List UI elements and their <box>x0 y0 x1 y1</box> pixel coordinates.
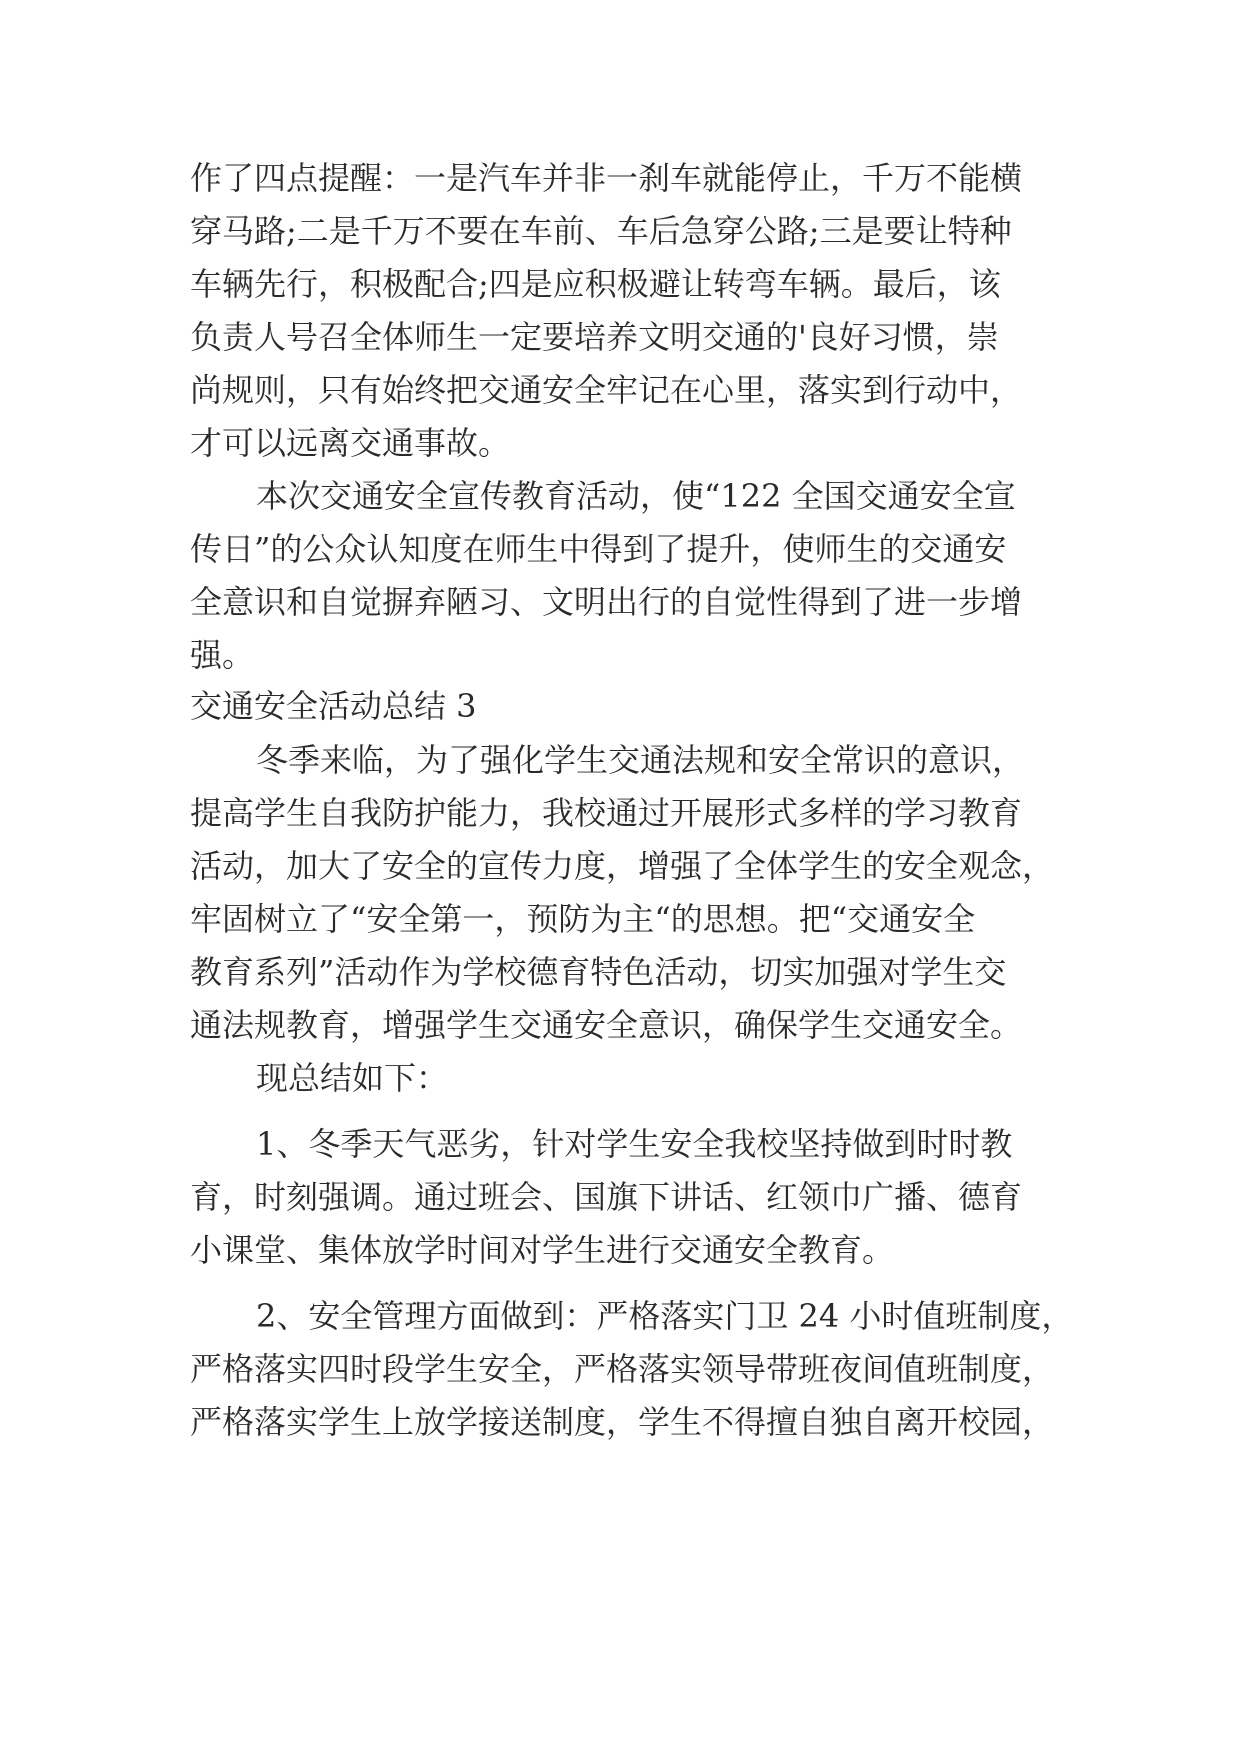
paragraph-line: 2、安全管理方面做到：严格落实门卫 24 小时值班制度， <box>256 1297 1074 1335</box>
paragraph-line: 严格落实四时段学生安全，严格落实领导带班夜间值班制度， <box>190 1350 1055 1388</box>
paragraph-line: 负责人号召全体师生一定要培养文明交通的'良好习惯，崇 <box>190 318 999 356</box>
paragraph-line: 强。 <box>190 636 255 674</box>
paragraph-line: 教育系列”活动作为学校德育特色活动，切实加强对学生交 <box>190 953 1007 991</box>
paragraph-line: 才可以远离交通事故。 <box>190 424 511 462</box>
paragraph-line: 育，时刻强调。通过班会、国旗下讲话、红领巾广播、德育 <box>190 1178 1023 1216</box>
paragraph-line: 尚规则，只有始终把交通安全牢记在心里，落实到行动中， <box>190 371 1023 409</box>
paragraph-line: 牢固树立了“安全第一，预防为主“的思想。把“交通安全 <box>190 900 976 938</box>
paragraph-line: 车辆先行，积极配合;四是应积极避让转弯车辆。最后，该 <box>190 265 1001 303</box>
paragraph-line: 本次交通安全宣传教育活动，使“122 全国交通安全宣 <box>256 477 1016 515</box>
paragraph-line: 冬季来临，为了强化学生交通法规和安全常识的意识， <box>256 741 1025 779</box>
paragraph-line: 通法规教育，增强学生交通安全意识，确保学生交通安全。 <box>190 1006 1023 1044</box>
paragraph-line: 现总结如下： <box>256 1059 449 1097</box>
paragraph-line: 提高学生自我防护能力，我校通过开展形式多样的学习教育 <box>190 794 1023 832</box>
paragraph-line: 作了四点提醒：一是汽车并非一刹车就能停止，千万不能横 <box>190 159 1023 197</box>
paragraph-line: 1、冬季天气恶劣，针对学生安全我校坚持做到时时教 <box>256 1125 1013 1163</box>
paragraph-line: 传日”的公众认知度在师生中得到了提升，使师生的交通安 <box>190 530 1007 568</box>
section-heading: 交通安全活动总结 3 <box>190 687 477 725</box>
paragraph-line: 小课堂、集体放学时间对学生进行交通安全教育。 <box>190 1231 895 1269</box>
paragraph-line: 穿马路;二是千万不要在车前、车后急穿公路;三是要让特种 <box>190 212 1012 250</box>
paragraph-line: 全意识和自觉摒弃陋习、文明出行的自觉性得到了进一步增 <box>190 583 1023 621</box>
paragraph-line: 活动，加大了安全的宣传力度，增强了全体学生的安全观念， <box>190 847 1055 885</box>
paragraph-line: 严格落实学生上放学接送制度，学生不得擅自独自离开校园， <box>190 1403 1055 1441</box>
